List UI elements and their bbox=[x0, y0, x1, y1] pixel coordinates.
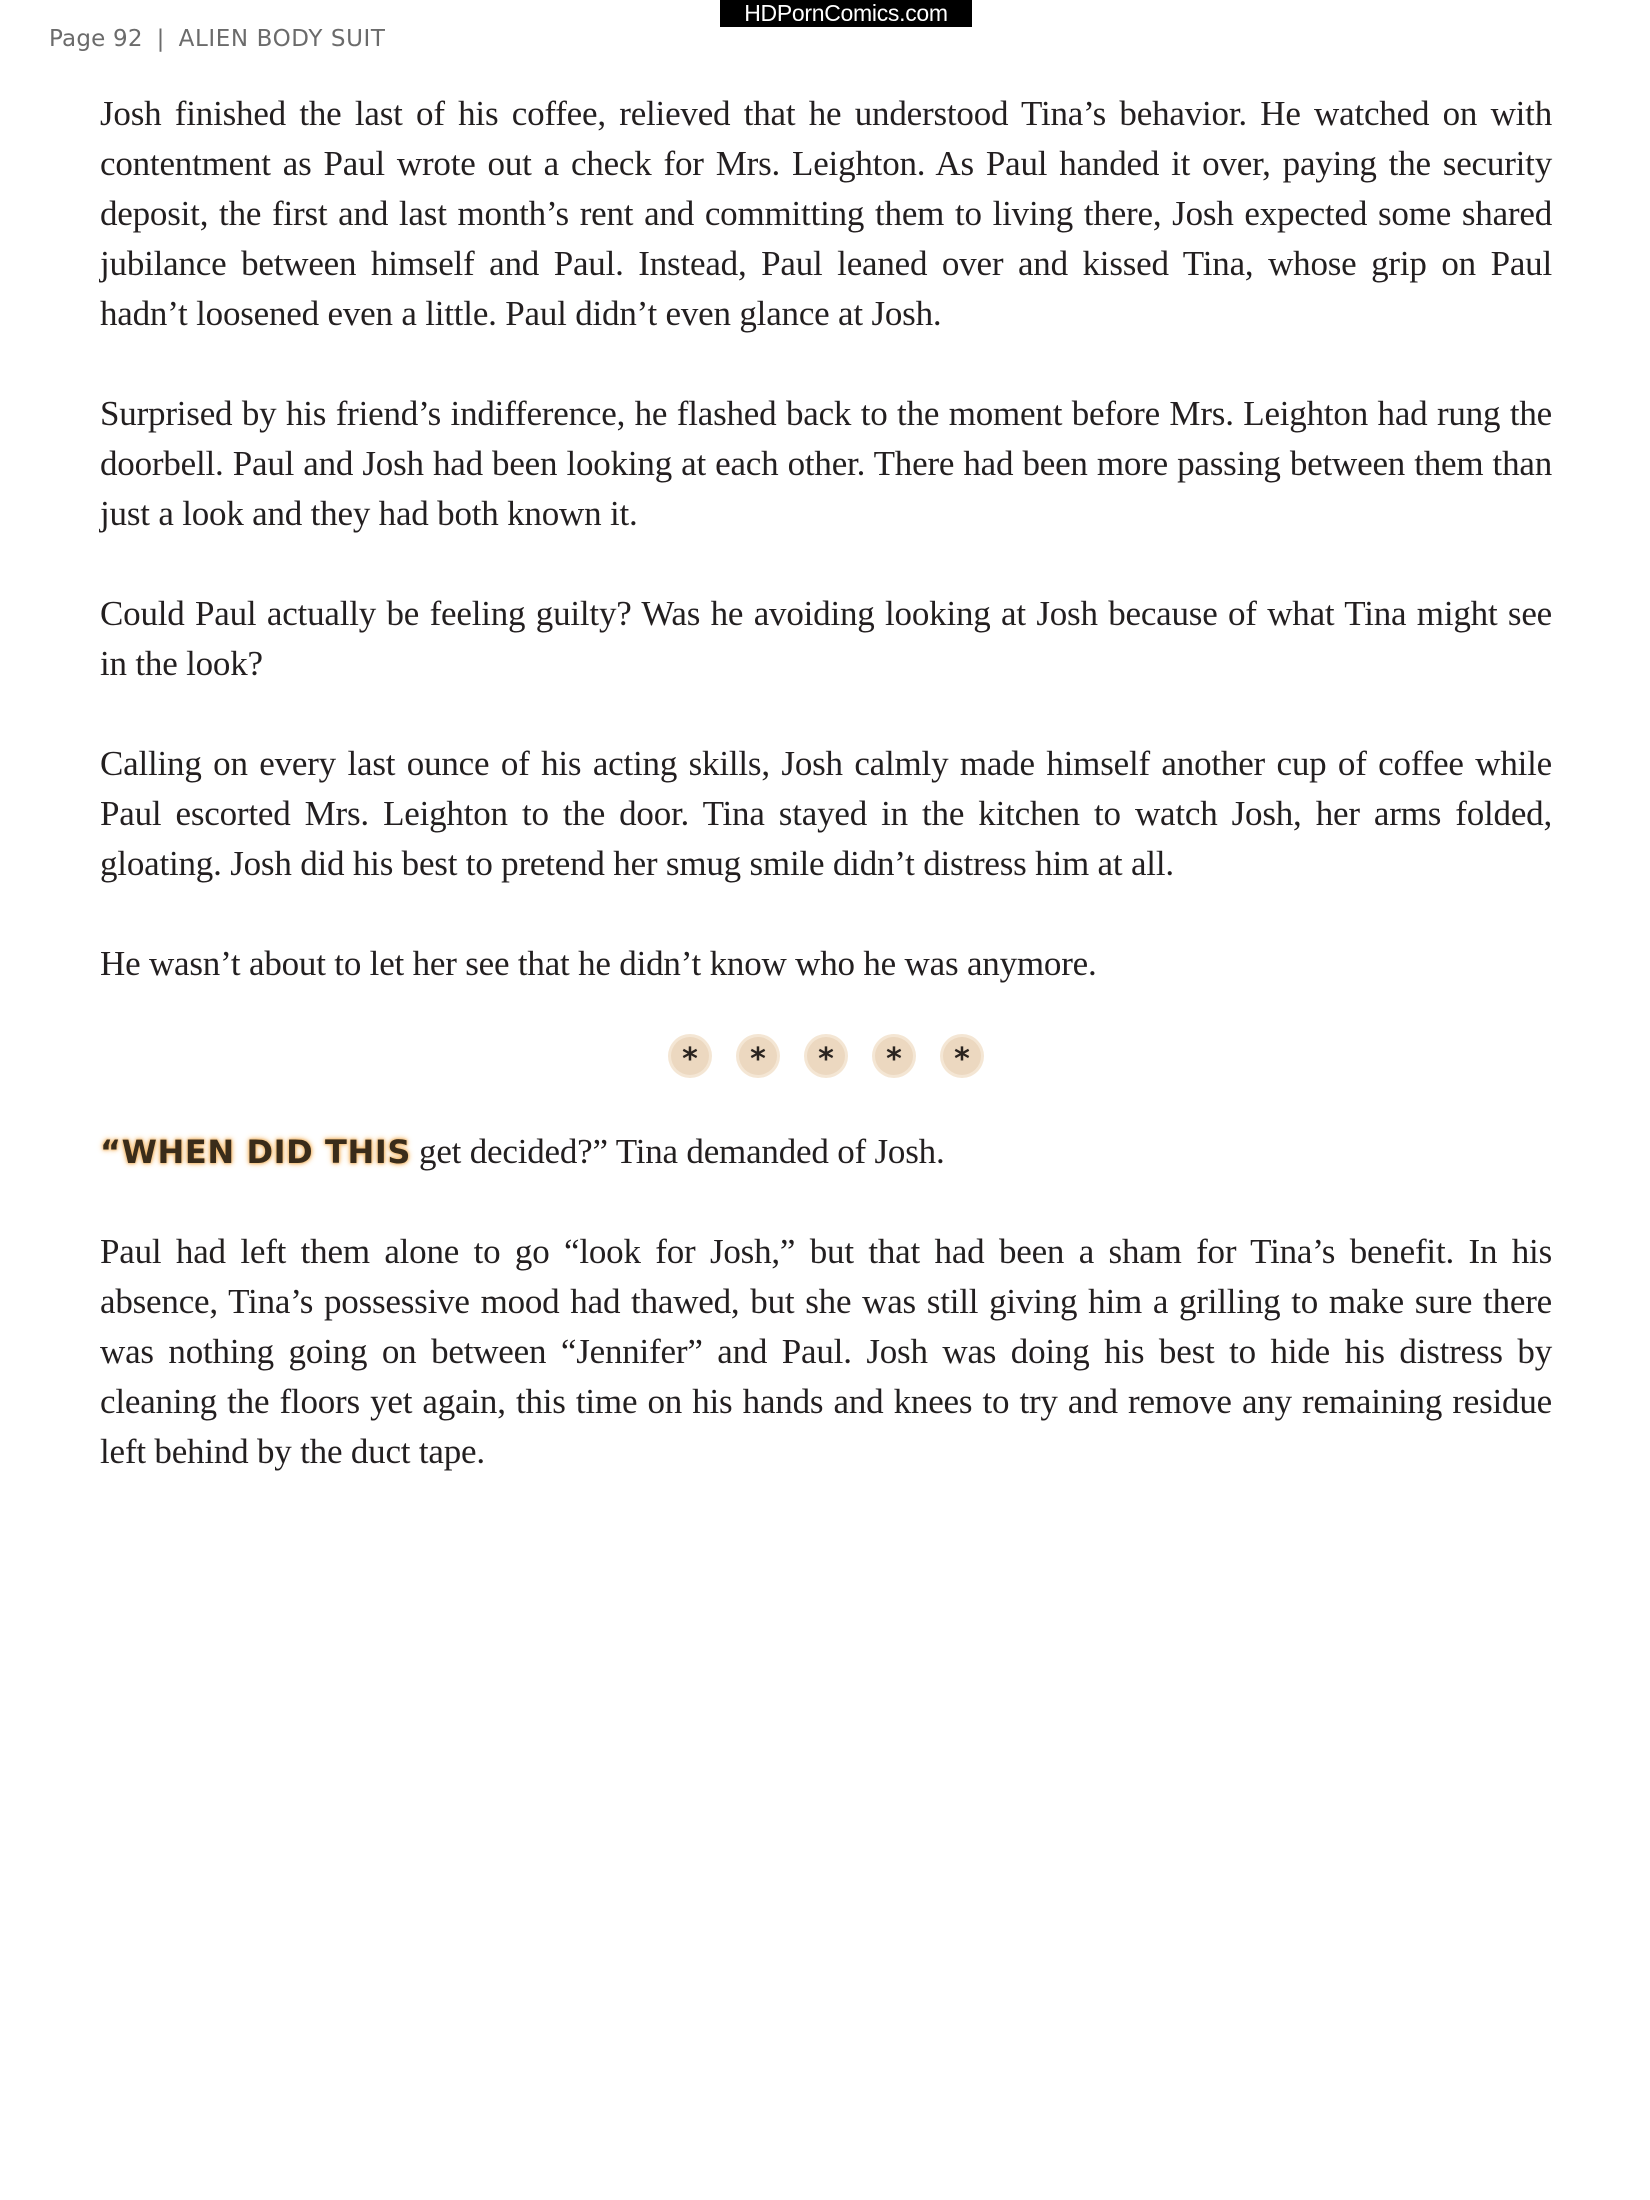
paragraph: He wasn’t about to let her see that he didn’t know who he was anymore. bbox=[100, 944, 1097, 983]
asterisk-ornament-icon: * bbox=[671, 1037, 709, 1075]
paragraph: Surprised by his friend’s indifference, he flashed back to the moment before Mrs. Leighton had rung the doorbell. Paul and Josh had been looking at each other. There had been more passing between them than just a look and they had both known it. bbox=[100, 394, 1552, 533]
opening-line-text: get decided?” Tina demanded of Josh. bbox=[419, 1132, 945, 1171]
running-header bbox=[49, 26, 386, 52]
asterisk-ornament-icon: * bbox=[943, 1037, 981, 1075]
asterisk-ornament-icon: * bbox=[739, 1037, 777, 1075]
paragraph: Paul had left them alone to go “look for Josh,” but that had been a sham for Tina’s benefit. In his absence, Tina’s possessive mood had thawed, but she was still giving him a grilling to make sure there was nothing going on between “Jennifer” and Paul. Josh was doing his best to hide his distress by cleaning the floors yet again, this time on his hands and knees to try and remove any remaining residue left behind by the duct tape. bbox=[100, 1232, 1552, 1471]
paragraph: Could Paul actually be feeling guilty? Was he avoiding looking at Josh because of what Tina might see in the look? bbox=[100, 594, 1552, 683]
book-title: ALIEN BODY SUIT bbox=[178, 26, 386, 52]
asterisk-ornament-icon: * bbox=[807, 1037, 845, 1075]
paragraph: Calling on every last ounce of his acting skills, Josh calmly made himself another cup of coffee while Paul escorted Mrs. Leighton to the door. Tina stayed in the kitchen to watch Josh, her arms folded, gloating. Josh did his best to pretend her smug smile didn’t distress him at all. bbox=[100, 744, 1552, 883]
section-break bbox=[100, 1031, 1552, 1081]
section-lead-in: “WHEN DID THIS bbox=[100, 1133, 412, 1171]
page-number: Page 92 bbox=[49, 26, 143, 52]
page-body bbox=[100, 89, 1552, 1527]
site-watermark: HDPornComics.com bbox=[720, 0, 972, 27]
asterisk-ornament-icon: * bbox=[875, 1037, 913, 1075]
header-separator: | bbox=[156, 26, 165, 52]
section-opening-line bbox=[100, 1127, 1552, 1177]
paragraph: Josh finished the last of his coffee, relieved that he understood Tina’s behavior. He watched on with contentment as Paul wrote out a check for Mrs. Leighton. As Paul handed it over, paying the security deposit, the first and last month’s rent and committing them to living there, Josh expected some shared jubilance between himself and Paul. Instead, Paul leaned over and kissed Tina, whose grip on Paul hadn’t loosened even a little. Paul didn’t even glance at Josh. bbox=[100, 94, 1552, 333]
